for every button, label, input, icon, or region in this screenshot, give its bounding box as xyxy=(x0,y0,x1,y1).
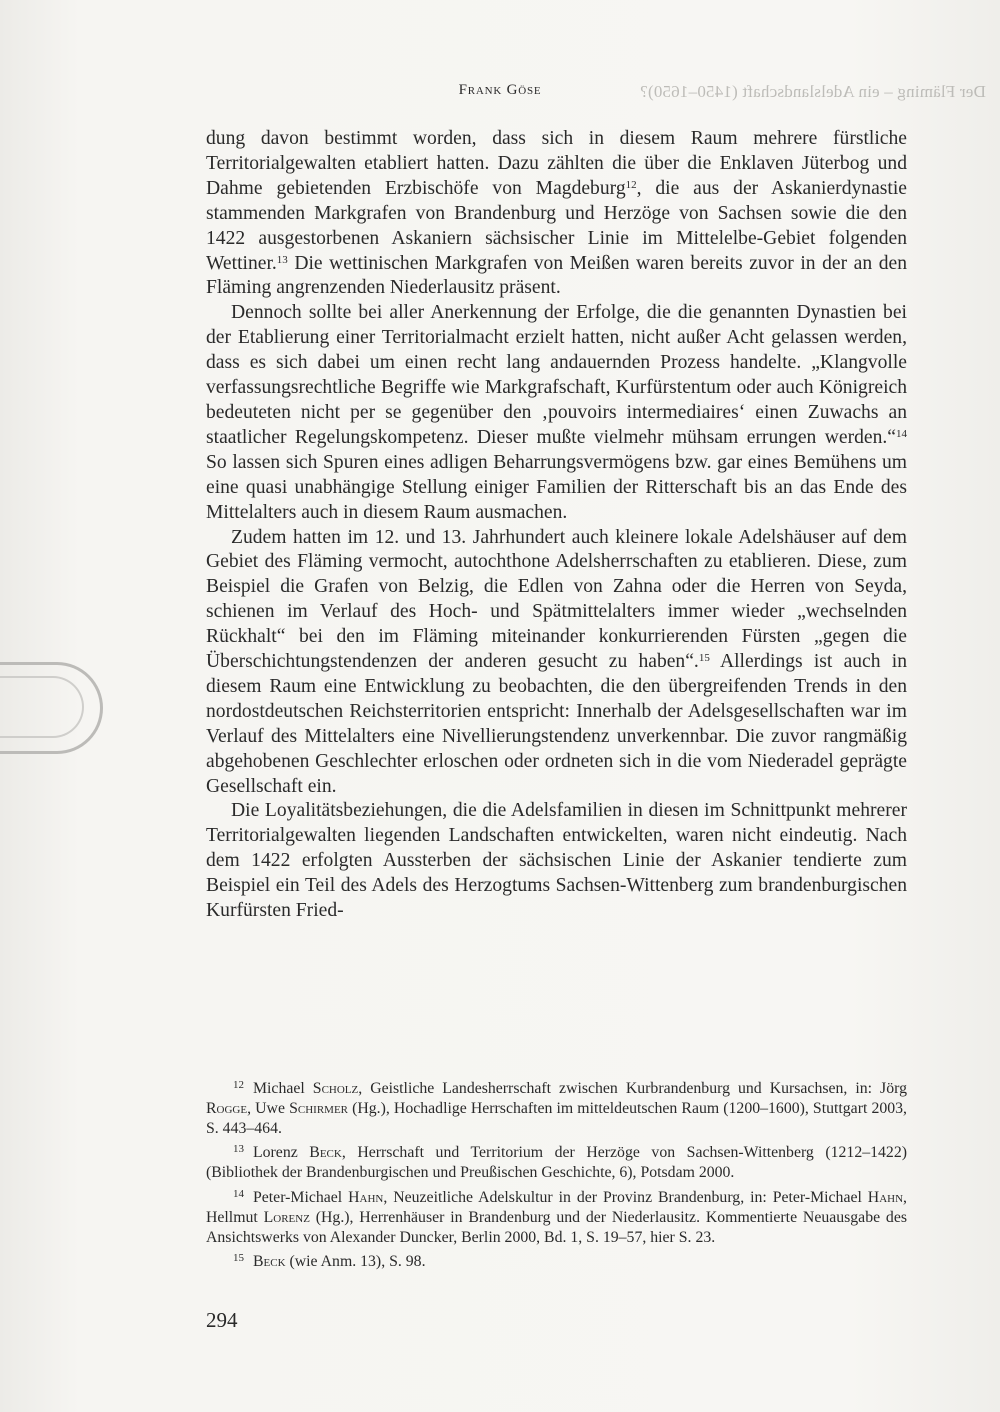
paragraph-text: , die aus der Askanierdynastie stammenden Markgrafen von Brandenburg und Herzöge von Sachsen sowie die den 1422 ausgestorbenen Askaniern sächsischer Linie im Mittelelbe-Gebiet folgenden Wettiner. xyxy=(206,177,907,274)
author-surname: Beck xyxy=(309,1144,342,1162)
footnote xyxy=(206,1188,907,1247)
footnote-text: (Hg.), Hochadlige Herrschaften im mitteldeutschen Raum (1200–1600), Stuttgart 2003, S. 443–464. xyxy=(206,1099,907,1137)
paragraph-text: Die Loyalitätsbeziehungen, die die Adelsfamilien in diesen im Schnittpunkt mehrerer Territorialgewalten liegenden Landschaften entwickelten, waren nicht eindeutig. Nach dem 1422 erfolgten Aussterben der sächsischen Linie der Askanier tendierte zum Beispiel ein Teil des Adels des Herzogtums Sachsen-Wittenberg zum brandenburgischen Kurfürsten Fried- xyxy=(206,800,907,922)
footnote-text: Lorenz xyxy=(253,1144,310,1162)
footnote-text: , Uwe xyxy=(247,1099,290,1117)
footnote-marker: 12 xyxy=(625,178,637,191)
footnote-number: 15 xyxy=(233,1252,244,1265)
page-number: 294 xyxy=(206,1308,238,1332)
paragraph-text: Allerdings ist auch in diesem Raum eine Entwicklung zu beobachten, die den übergreifenden Trends in den nordostdeutschen Reichsterritorien entspricht: Innerhalb der Adelsgesellschaften war im Verlauf des Mittelalters eine Nivellierungstendenz unverkennbar. Die zuvor rangmäßig abgehobenen Geschlechter erloschen oder ordneten sich in die vom Niederadel geprägte Gesellschaft ein. xyxy=(206,651,907,797)
footnote xyxy=(206,1143,907,1183)
paragraph-text: Dennoch sollte bei aller Anerkennung der Erfolge, die die genannten Dynastien bei der Etablierung einer Territorialmacht erzielt hatten, nicht außer Acht gelassen werden, dass es sich dabei um einen recht lang andauernden Prozess handelte. „Klangvolle verfassungsrechtliche Begriffe wie Markgrafschaft, Kurfürstentum oder auch Königreich bedeuteten nicht per se gegenüber den ‚pouvoirs intermediaires‘ einen Zuwachs an staatlicher Regelungskompetenz. Dieser mußte vielmehr mühsam errungen werden.“ xyxy=(206,302,907,448)
footnote-marker: 15 xyxy=(698,652,710,665)
footnote-text: , Herrschaft und Territorium der Herzöge von Sachsen-Wittenberg (1212–1422) (Bibliothek der Brandenburgischen und Preußischen Geschichte, 6), Potsdam 2000. xyxy=(206,1144,907,1182)
footnote-number: 13 xyxy=(233,1143,244,1156)
body-paragraph xyxy=(206,301,907,525)
author-surname: Lorenz xyxy=(263,1208,310,1226)
footnote-number: 12 xyxy=(233,1079,244,1091)
author-surname: Beck xyxy=(253,1253,286,1271)
footnote-text: , Geistliche Landesherrschaft zwischen Kurbrandenburg und Kursachsen, in: Jörg xyxy=(358,1080,907,1097)
paragraph-text: Die wettinischen Markgrafen von Meißen waren bereits zuvor in der an den Fläming angrenzenden Niederlausitz präsent. xyxy=(206,252,907,299)
body-paragraph xyxy=(206,526,907,800)
paragraph-text: Zudem hatten im 12. und 13. Jahrhundert auch kleinere lokale Adelshäuser auf dem Gebiet des Fläming vermocht, autochthone Adelsherrschaften zu etablieren. Diese, zum Beispiel die Grafen von Belzig, die Edlen von Zahna oder die Herren von Seyda, schienen im Verlauf des Hoch- und Spätmittelalters immer wieder „wechselnden Rückhalt“ bei den im Fläming miteinander konkurrierenden Fürsten „gegen die Überschichtungstendenzen der anderen gesucht zu haben“. xyxy=(206,526,907,673)
show-through-text: Der Fläming – ein Adelslandschaft (1450–1650)? xyxy=(640,82,986,101)
author-surname: Hahn xyxy=(867,1188,904,1206)
body-paragraph xyxy=(206,799,907,924)
paper-clip-mark-inner xyxy=(0,676,84,738)
footnote-text: (Hg.), Herrenhäuser in Brandenburg und der Niederlausitz. Kommentierte Neuausgabe des Ansichtswerks von Alexander Duncker, Berlin 2000, Bd. 1, S. 19–57, hier S. 23. xyxy=(206,1208,907,1246)
paragraph-text: So lassen sich Spuren eines adligen Beharrungsvermögens bzw. gar eines Bemühens um eine quasi unabhängige Stellung einiger Familien der Ritterschaft bis an das Ende des Mittelalters auch in diesem Raum ausmachen. xyxy=(206,451,907,523)
footnote-marker: 14 xyxy=(896,427,907,440)
footnote-text: Michael xyxy=(253,1080,313,1097)
author-surname: Rogge xyxy=(206,1099,248,1117)
footnote-text: , Neuzeitliche Adelskultur in der Provinz Brandenburg, in: Peter-Michael xyxy=(383,1188,868,1206)
author-surname: Schirmer xyxy=(289,1099,348,1117)
body-text xyxy=(206,127,907,924)
footnote-number: 14 xyxy=(233,1187,244,1200)
paragraph-text: dung davon bestimmt worden, dass sich in diesem Raum mehrere fürstliche Territorialgewalten etabliert hatten. Dazu zählten die über die Enklaven Jüterbog und Dahme gebietenden Erzbischöfe von Magdeburg xyxy=(206,128,907,199)
footnote-marker: 13 xyxy=(276,253,288,266)
author-surname: Hahn xyxy=(348,1188,384,1206)
body-paragraph xyxy=(206,127,907,301)
footnotes xyxy=(206,1079,907,1277)
footnote xyxy=(206,1079,907,1138)
running-head: Frank Göse xyxy=(458,82,542,98)
footnote xyxy=(206,1252,907,1272)
author-surname: Scholz xyxy=(312,1080,359,1097)
footnote-text: , Hellmut xyxy=(206,1188,907,1226)
footnote-text: Peter-Michael xyxy=(253,1188,349,1206)
footnote-text: (wie Anm. 13), S. 98. xyxy=(285,1253,426,1271)
